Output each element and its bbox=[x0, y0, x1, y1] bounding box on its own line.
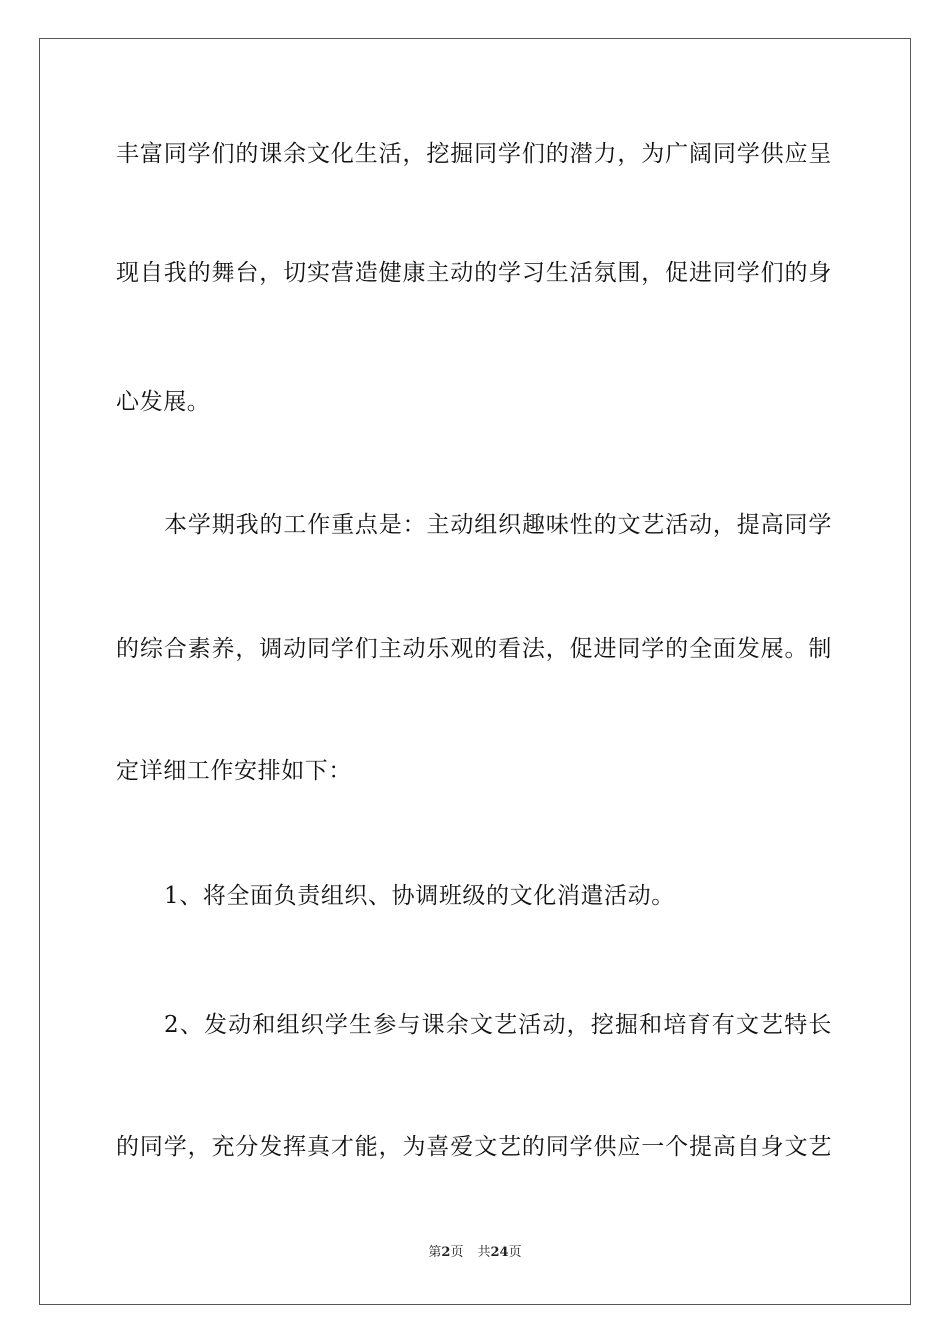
text-line: 的综合素养，调动同学们主动乐观的看法，促进同学的全面发展。制 bbox=[116, 636, 832, 662]
page-number: 2 bbox=[441, 1245, 451, 1260]
text-line: 1、将全面负责组织、协调班级的文化消遣活动。 bbox=[164, 883, 675, 909]
text-line: 丰富同学们的课余文化生活，挖掘同学们的潜力，为广阔同学供应呈 bbox=[116, 141, 832, 167]
text-line: 本学期我的工作重点是：主动组织趣味性的文艺活动，提高同学 bbox=[164, 512, 832, 538]
text-line: 定详细工作安排如下： bbox=[116, 758, 352, 784]
text-line: 2、发动和组织学生参与课余文艺活动，挖掘和培育有文艺特长 bbox=[164, 1012, 832, 1038]
total-pages: 24 bbox=[490, 1245, 509, 1260]
text-line: 的同学，充分发挥真才能，为喜爱文艺的同学供应一个提高自身文艺 bbox=[116, 1134, 832, 1160]
text-line: 现自我的舞台，切实营造健康主动的学习生活氛围，促进同学们的身 bbox=[116, 260, 832, 286]
text-line: 心发展。 bbox=[116, 389, 211, 415]
page-border bbox=[39, 38, 911, 1305]
page-footer bbox=[0, 1245, 950, 1261]
page-suffix: 页 bbox=[450, 1245, 464, 1260]
total-prefix: 共 bbox=[477, 1245, 491, 1260]
total-suffix: 页 bbox=[508, 1245, 522, 1260]
page-prefix: 第 bbox=[428, 1245, 442, 1260]
